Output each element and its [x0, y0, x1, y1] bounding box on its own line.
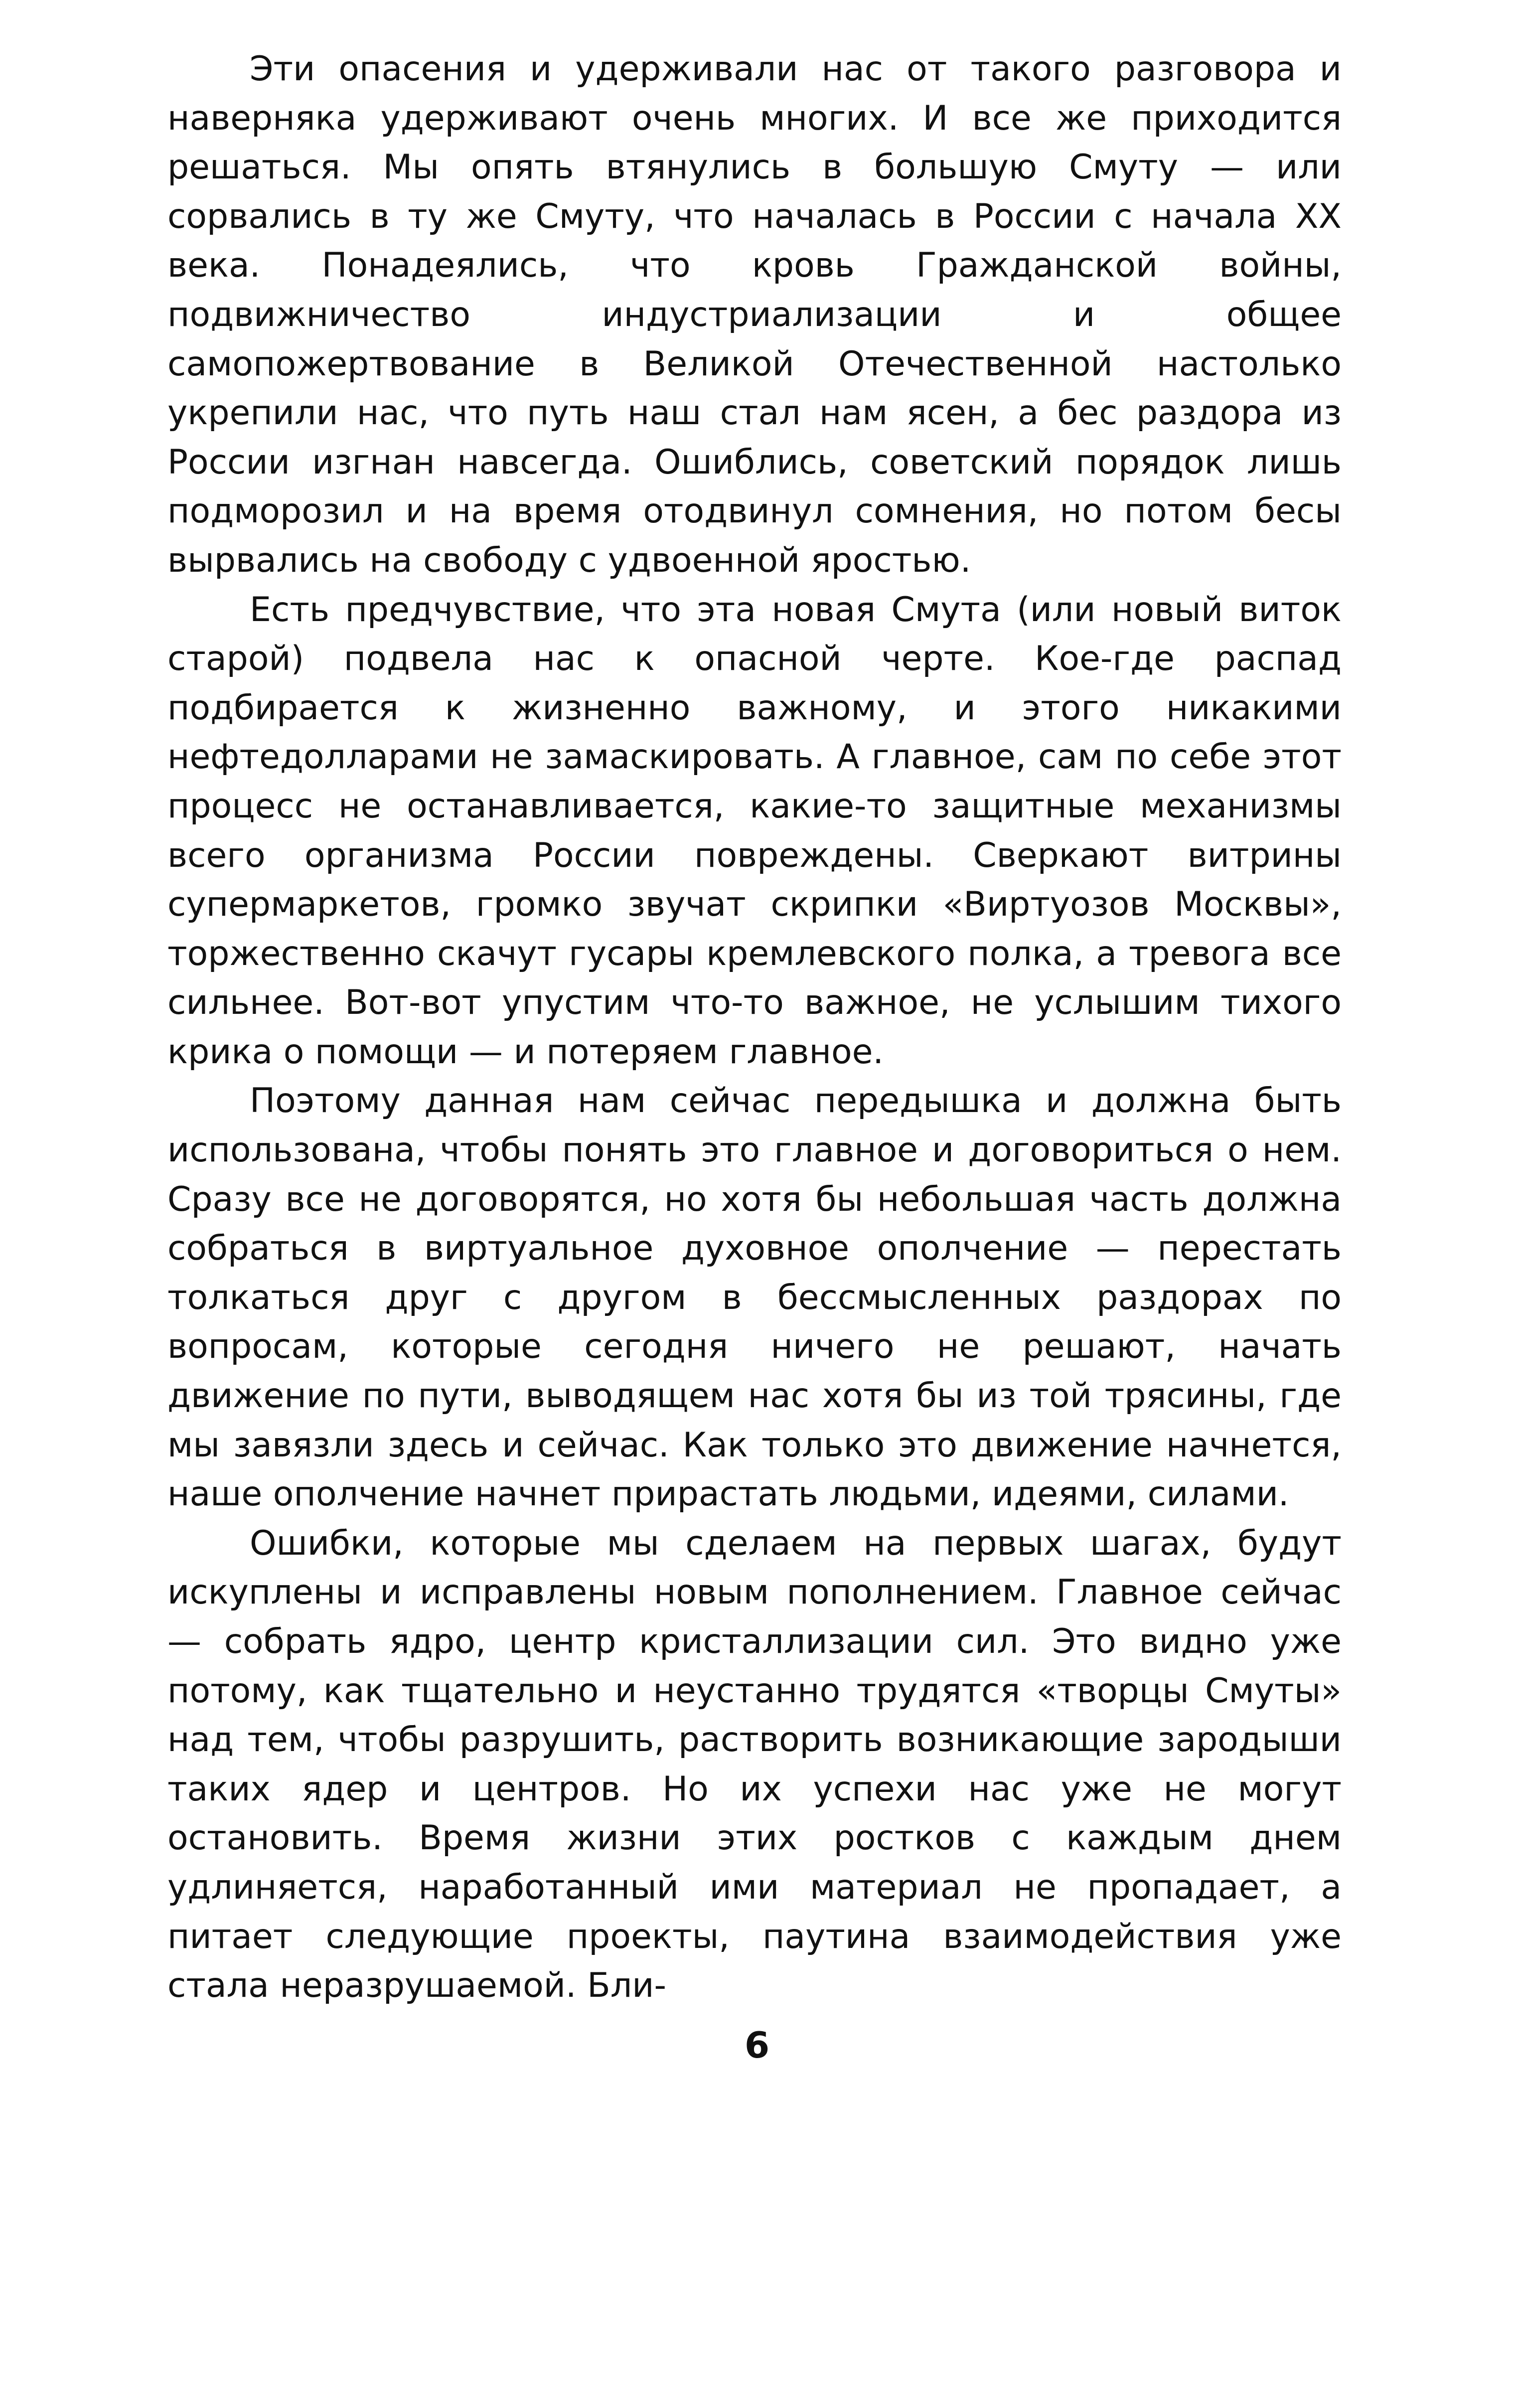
paragraph-2: Есть предчувствие, что эта новая Смута (или новый виток старой) подвела нас к опасной черте. Кое-где распад подбирается к жизненно важному, и этого никакими нефтедолларами не замаскировать. А главное, сам по себе этот процесс не останавливается, какие-то защитные механизмы всего организма России повреждены. Сверкают витрины супермаркетов, громко звучат скрипки «Виртуозов Москвы», торжественно скачут гусары кремлевского полка, а тревога все сильнее. Вот-вот упустим что-то важное, не услышим тихого крика о помощи — и потеряем главное. — [167, 590, 1342, 1072]
paragraph-1: Эти опасения и удерживали нас от такого разговора и наверняка удерживают очень многих. И все же приходится решаться. Мы опять втянулись в большую Смуту — или сорвались в ту же Смуту, что началась в России с начала XX века. Понадеялись, что кровь Гражданской войны, подвижничество индустриализации и общее самопожертвование в Великой Отечественной настолько укрепили нас, что путь наш стал нам ясен, а бес раздора из России изгнан навсегда. Ошиблись, советский порядок лишь подморозил и на время отодвинул сомнения, но потом бесы вырвались на свободу с удвоенной яростью. — [167, 49, 1342, 580]
paragraph-4: Ошибки, которые мы сделаем на первых шагах, будут искуплены и исправлены новым пополнением. Главное сейчас — собрать ядро, центр кристаллизации сил. Это видно уже потому, как тщательно и неустанно трудятся «творцы Смуты» над тем, чтобы разрушить, растворить возникающие зародыши таких ядер и центров. Но их успехи нас уже не могут остановить. Время жизни этих ростков с каждым днем удлиняется, наработанный ими материал не пропадает, а питает следующие проекты, паутина взаимодействия уже стала неразрушаемой. Бли- — [167, 1523, 1342, 2006]
paragraph-3: Поэтому данная нам сейчас передышка и должна быть использована, чтобы понять это главное и договориться о нем. Сразу все не договорятся, но хотя бы небольшая часть должна собраться в виртуальное духовное ополчение — перестать толкаться друг с другом в бессмысленных раздорах по вопросам, которые сегодня ничего не решают, начать движение по пути, выводящем нас хотя бы из той трясины, где мы завязли здесь и сейчас. Как только это движение начнется, наше ополчение начнет прирастать людьми, идеями, силами. — [167, 1081, 1342, 1514]
body-text — [167, 45, 1342, 2011]
page-number: 6 — [744, 2024, 770, 2066]
